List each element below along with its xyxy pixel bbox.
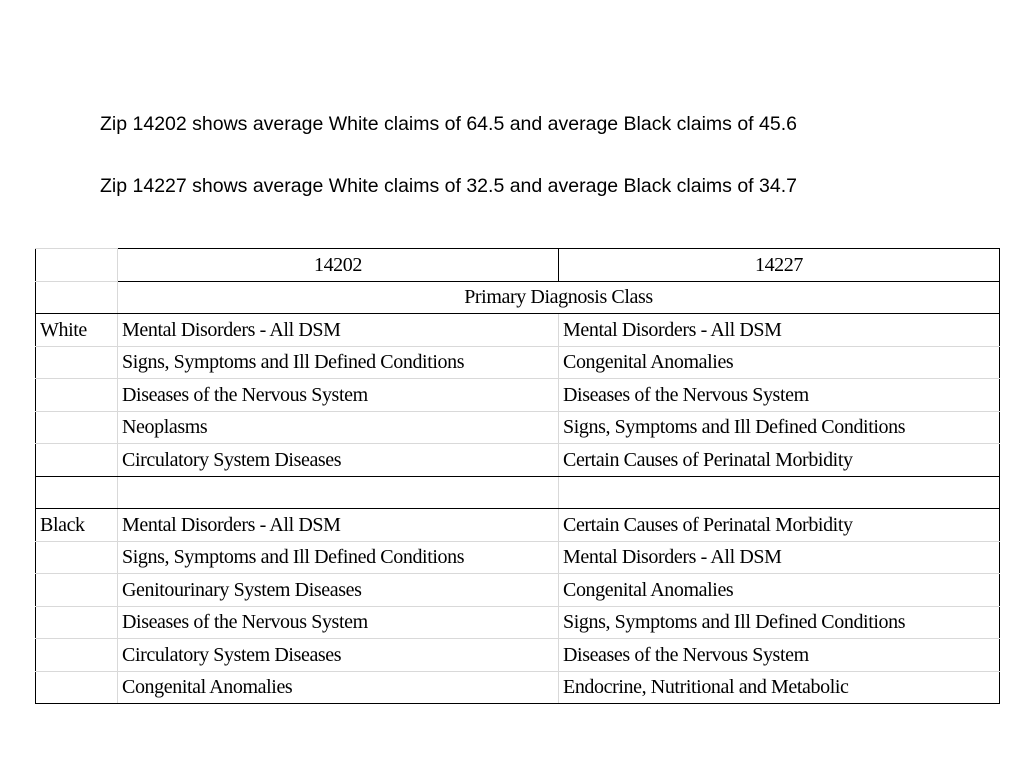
cell-14202: Diseases of the Nervous System <box>118 379 559 412</box>
class-header-row <box>36 281 1000 314</box>
header-corner-cell <box>36 249 118 282</box>
zip-header-14227: 14227 <box>559 249 1000 282</box>
group-label-black: Black <box>36 509 118 542</box>
cell-14202: Circulatory System Diseases <box>118 444 559 477</box>
cell-14202: Diseases of the Nervous System <box>118 606 559 639</box>
cell-14202: Genitourinary System Diseases <box>118 574 559 607</box>
zip-header-row <box>36 249 1000 282</box>
header-corner-cell <box>36 281 118 314</box>
table-row <box>36 574 1000 607</box>
table-row <box>36 606 1000 639</box>
table-row <box>36 379 1000 412</box>
zip-14202-summary: Zip 14202 shows average White claims of 64.5 and average Black claims of 45.6 <box>100 113 797 135</box>
zip-14227-summary: Zip 14227 shows average White claims of 32.5 and average Black claims of 34.7 <box>100 175 797 197</box>
group-label-empty <box>36 574 118 607</box>
cell-14202: Circulatory System Diseases <box>118 639 559 672</box>
blank-cell <box>36 476 118 509</box>
group-label-empty <box>36 411 118 444</box>
zip-header-14202: 14202 <box>118 249 559 282</box>
cell-14202: Neoplasms <box>118 411 559 444</box>
table-row <box>36 541 1000 574</box>
cell-14202: Congenital Anomalies <box>118 671 559 704</box>
cell-14227: Endocrine, Nutritional and Metabolic <box>559 671 1000 704</box>
cell-14202: Mental Disorders - All DSM <box>118 314 559 347</box>
group-label-empty <box>36 541 118 574</box>
group-label-empty <box>36 444 118 477</box>
table-row <box>36 346 1000 379</box>
group-label-empty <box>36 379 118 412</box>
group-label-empty <box>36 671 118 704</box>
table-row <box>36 671 1000 704</box>
cell-14227: Mental Disorders - All DSM <box>559 314 1000 347</box>
primary-diagnosis-class-header: Primary Diagnosis Class <box>118 281 1000 314</box>
cell-14227: Diseases of the Nervous System <box>559 639 1000 672</box>
cell-14227: Congenital Anomalies <box>559 346 1000 379</box>
cell-14202: Signs, Symptoms and Ill Defined Conditions <box>118 541 559 574</box>
cell-14227: Mental Disorders - All DSM <box>559 541 1000 574</box>
table-row <box>36 314 1000 347</box>
group-label-empty <box>36 346 118 379</box>
blank-separator-row <box>36 476 1000 509</box>
blank-cell <box>118 476 559 509</box>
cell-14227: Congenital Anomalies <box>559 574 1000 607</box>
cell-14202: Signs, Symptoms and Ill Defined Conditions <box>118 346 559 379</box>
table-row <box>36 411 1000 444</box>
group-label-empty <box>36 639 118 672</box>
blank-cell <box>559 476 1000 509</box>
group-label-white: White <box>36 314 118 347</box>
group-label-empty <box>36 606 118 639</box>
table-row <box>36 444 1000 477</box>
cell-14227: Diseases of the Nervous System <box>559 379 1000 412</box>
cell-14227: Certain Causes of Perinatal Morbidity <box>559 444 1000 477</box>
cell-14227: Signs, Symptoms and Ill Defined Conditions <box>559 606 1000 639</box>
table-row <box>36 639 1000 672</box>
table-row <box>36 509 1000 542</box>
cell-14227: Signs, Symptoms and Ill Defined Conditions <box>559 411 1000 444</box>
diagnosis-table <box>35 248 1000 704</box>
cell-14227: Certain Causes of Perinatal Morbidity <box>559 509 1000 542</box>
cell-14202: Mental Disorders - All DSM <box>118 509 559 542</box>
